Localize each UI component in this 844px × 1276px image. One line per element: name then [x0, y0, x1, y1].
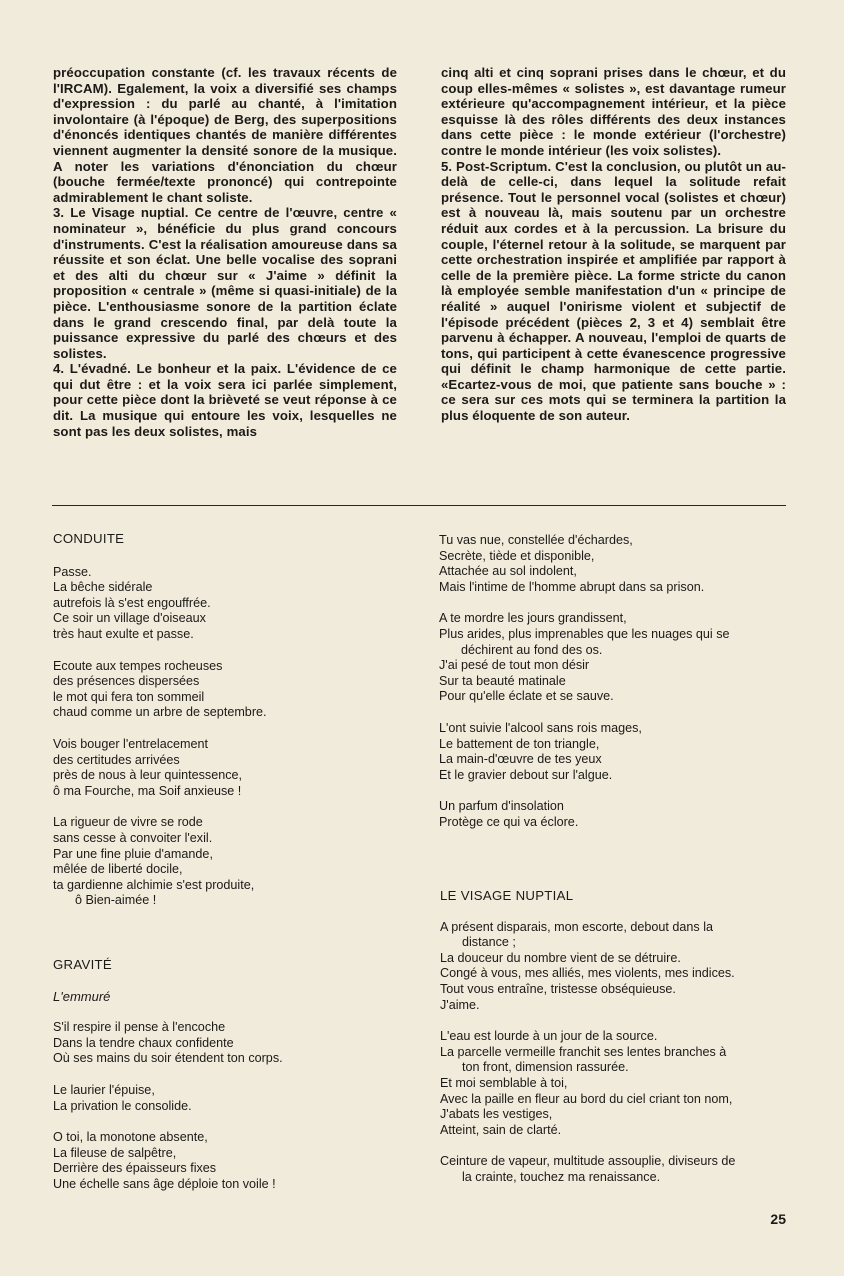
prose-column-left: [53, 65, 397, 439]
verse-line: L'eau est lourde à un jour de la source.: [440, 1029, 658, 1044]
verse-line: Ce soir un village d'oiseaux: [53, 611, 206, 626]
verse-line: Mais l'intime de l'homme abrupt dans sa prison.: [439, 579, 705, 594]
verse-line: déchirent au fond des os.: [461, 642, 603, 657]
verse-line: La parcelle vermeille franchit ses lentes branches à: [440, 1044, 727, 1059]
poem-gravite-continued: [439, 533, 789, 831]
stanza: [53, 1083, 413, 1114]
stanza: [439, 721, 789, 783]
verse-line: mêlée de liberté docile,: [53, 862, 183, 877]
verse-line: La rigueur de vivre se rode: [53, 815, 203, 830]
poem-title: CONDUITE: [53, 531, 125, 546]
verse-line: la crainte, touchez ma renaissance.: [462, 1169, 661, 1184]
prose-column-right: [441, 65, 786, 424]
poem-title: GRAVITÉ: [53, 957, 113, 972]
verse-line: Et moi semblable à toi,: [440, 1075, 568, 1090]
paragraph-text: Ce centre de l'œuvre, centre « nominateur », bénéficie du plus grand concours d'instruments. C'est la réalisation amoureuse dans sa réussite et son éclat. Une belle vocalise des soprani et des alti du chœur sur « J'aime » définit la proposition « centrale » (même si quasi-initiale) de la pièce. L'enthousiasme sonore de la partition éclate dans le grand crescendo final, par delà toute la puissance expressive du parlé des chœurs et des solistes.: [53, 205, 397, 361]
stanza: [53, 1020, 413, 1067]
stanza: [439, 533, 789, 595]
section-heading: 4. L'évadné.: [53, 361, 131, 377]
verse-line: Sur ta beauté matinale: [439, 673, 566, 688]
verse-line: Et le gravier debout sur l'algue.: [439, 767, 613, 782]
poem-subtitle: L'emmuré: [53, 988, 111, 1004]
verse-line: J'ai pesé de tout mon désir: [439, 658, 590, 673]
verse-line: distance ;: [462, 935, 516, 950]
stanza: [53, 737, 413, 799]
section-heading: 5. Post-Scriptum.: [441, 158, 552, 174]
verse-line: Par une fine pluie d'amande,: [53, 846, 213, 861]
verse-line: ô Bien-aimée !: [75, 893, 157, 908]
prose-paragraph: [441, 159, 786, 424]
stanza: [439, 611, 789, 705]
verse-line: L'ont suivie l'alcool sans rois mages,: [439, 720, 642, 735]
stanza: [53, 815, 413, 909]
verse-line: Protège ce qui va éclore.: [439, 814, 579, 829]
poem-conduite: [53, 531, 413, 909]
verse-line: Pour qu'elle éclate et se sauve.: [439, 689, 614, 704]
stanza: [53, 565, 413, 643]
verse-line: Ceinture de vapeur, multitude assouplie, diviseurs de: [440, 1154, 736, 1169]
verse-line: A te mordre les jours grandissent,: [439, 611, 627, 626]
verse-line: le mot qui fera ton sommeil: [53, 689, 205, 704]
verse-line: Congé à vous, mes alliés, mes violents, mes indices.: [440, 966, 735, 981]
verse-line: sans cesse à convoiter l'exil.: [53, 830, 213, 845]
prose-paragraph: [53, 65, 397, 205]
prose-paragraph: [53, 205, 397, 361]
verse-line: Le laurier l'épuise,: [53, 1082, 155, 1097]
section-heading: 3. Le Visage nuptial.: [53, 205, 189, 221]
paragraph-text: C'est la conclusion, ou plutôt un au-delà de celle-ci, dans lequel la solitude refait présence. Tout le personnel vocal (solistes et chœur) est à nouveau là, mais soutenu par un orchestre réduit aux cordes et à la percussion. La brisure du couple, l'éternel retour à la solitude, se marquent par cette orchestration inspirée et amplifiée par rapport à celle de la première pièce. La forme stricte du canon là employée semble manifestation d'un « principe de réalité » auquel l'onirisme violent et subjectif de l'épisode précédent (pièces 2, 3 et 4) semblait être parvenu à échapper. A nouveau, l'emploi de quarts de tons, qui participent à cette évanescence progressive qui définit le champ harmonique de cette partie. «Ecartez-vous de moi, que patiente sans bouche » : ce sera sur ces mots qui se terminera la partition la plus éloquente de son auteur.: [441, 158, 786, 424]
stanza: [440, 1154, 790, 1185]
verse-line: Vois bouger l'entrelacement: [53, 736, 209, 751]
verse-line: Ecoute aux tempes rocheuses: [53, 658, 223, 673]
verse-line: près de nous à leur quintessence,: [53, 768, 243, 783]
stanza: [440, 920, 790, 1014]
verse-line: Atteint, sain de clarté.: [440, 1122, 562, 1137]
verse-line: ta gardienne alchimie s'est produite,: [53, 877, 255, 892]
verse-line: La privation le consolide.: [53, 1098, 192, 1113]
verse-line: Secrète, tiède et disponible,: [439, 548, 595, 563]
prose-paragraph: [441, 65, 786, 159]
verse-line: O toi, la monotone absente,: [53, 1130, 208, 1145]
verse-line: La douceur du nombre vient de se détruire.: [440, 950, 681, 965]
verse-line: Où ses mains du soir étendent ton corps.: [53, 1051, 283, 1066]
verse-line: Un parfum d'insolation: [439, 799, 564, 814]
verse-line: Tout vous entraîne, tristesse obséquieuse.: [440, 981, 676, 996]
poem-gravite: [53, 957, 413, 1193]
poem-title: LE VISAGE NUPTIAL: [440, 888, 574, 903]
verse-line: J'abats les vestiges,: [440, 1107, 553, 1122]
verse-line: des présences dispersées: [53, 674, 200, 689]
verse-line: Le battement de ton triangle,: [439, 736, 600, 751]
verse-line: La fileuse de salpêtre,: [53, 1145, 177, 1160]
verse-line: S'il respire il pense à l'encoche: [53, 1020, 226, 1035]
verse-line: Attachée au sol indolent,: [439, 564, 577, 579]
paragraph-text: cinq alti et cinq soprani prises dans le chœur, et du coup elles-mêmes « solistes », est davantage rumeur extérieure qu'accompagnement intérieur, et la pièce esquisse là des rôles différents des deux instances dans cette pièce : le monde extérieur (l'orchestre) contre le monde intérieur (les voix solistes).: [441, 65, 786, 158]
verse-line: chaud comme un arbre de septembre.: [53, 705, 267, 720]
verse-line: Plus arides, plus imprenables que les nuages qui se: [439, 626, 730, 641]
prose-paragraph: [53, 361, 397, 439]
verse-line: ô ma Fourche, ma Soif anxieuse !: [53, 783, 242, 798]
page-number: 25: [770, 1211, 786, 1227]
verse-line: Avec la paille en fleur au bord du ciel criant ton nom,: [440, 1091, 733, 1106]
paragraph-text: Le bonheur et la paix. L'évidence de ce qui dut être : et la voix sera ici parlée simplement, pour cette pièce dont la brièveté se veut réponse à ce dit. La musique qui entoure les voix, lesquelles ne sont pas les deux solistes, mais: [53, 361, 397, 439]
verse-line: très haut exulte et passe.: [53, 626, 194, 641]
verse-line: Passe.: [53, 564, 92, 579]
stanza: [439, 799, 789, 830]
paragraph-text: préoccupation constante (cf. les travaux récents de l'IRCAM). Egalement, la voix a diversifié ses champs d'expression : du parlé au chanté, à l'imitation involontaire (à l'époque) de Berg, des superpositions d'énoncés identiques chantés de manière différentes viennent augmenter la densité sonore de la musique. A noter les variations d'énonciation du chœur (bouche fermée/texte prononcé) qui contrepointe admirablement le chant soliste.: [53, 65, 397, 205]
stanza: [53, 659, 413, 721]
verse-line: Dans la tendre chaux confidente: [53, 1035, 234, 1050]
poem-visage-nuptial: [440, 888, 790, 1186]
verse-line: La main-d'œuvre de tes yeux: [439, 752, 602, 767]
verse-line: autrefois là s'est engouffrée.: [53, 595, 211, 610]
verse-line: La bêche sidérale: [53, 580, 153, 595]
verse-line: A présent disparais, mon escorte, debout dans la: [440, 919, 714, 934]
verse-line: Tu vas nue, constellée d'échardes,: [439, 533, 633, 547]
verse-line: des certitudes arrivées: [53, 752, 180, 767]
stanza: [53, 1130, 413, 1192]
stanza: [440, 1029, 790, 1138]
verse-line: J'aime.: [440, 997, 480, 1012]
section-divider: [52, 505, 786, 506]
verse-line: Une échelle sans âge déploie ton voile !: [53, 1176, 276, 1191]
verse-line: Derrière des épaisseurs fixes: [53, 1161, 217, 1176]
verse-line: ton front, dimension rassurée.: [462, 1060, 629, 1075]
